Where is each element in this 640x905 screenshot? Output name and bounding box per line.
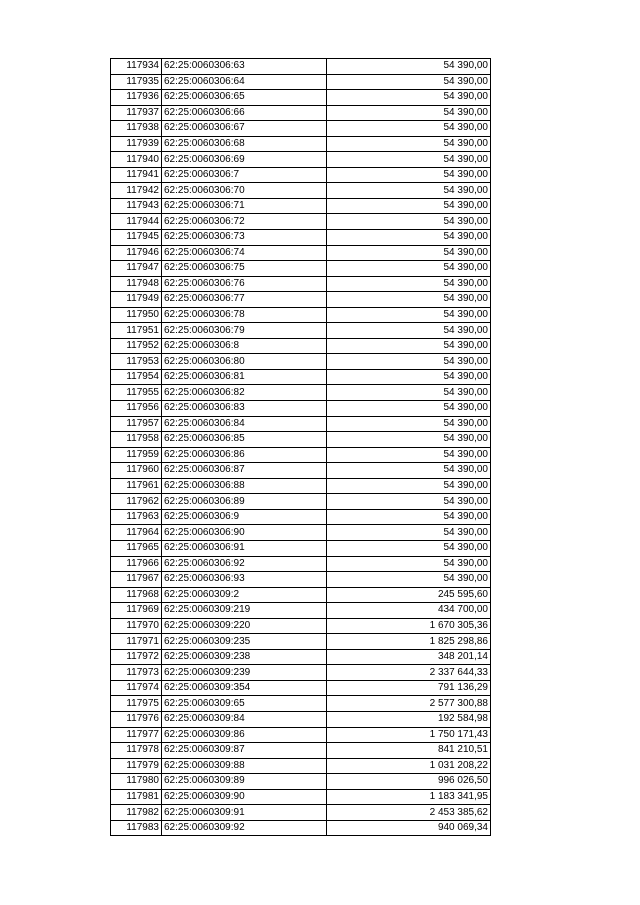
table-row <box>111 618 491 634</box>
row-number-cell: 117956 <box>111 401 162 417</box>
table-row <box>111 198 491 214</box>
cadastral-value-cell: 54 390,00 <box>327 509 491 525</box>
table-row <box>111 789 491 805</box>
cadastral-value-cell: 940 069,34 <box>327 820 491 836</box>
table-row <box>111 214 491 230</box>
row-number-cell: 117934 <box>111 59 162 75</box>
table-row <box>111 338 491 354</box>
row-number-cell: 117940 <box>111 152 162 168</box>
row-number-cell: 117971 <box>111 634 162 650</box>
cadastral-value-cell: 54 390,00 <box>327 214 491 230</box>
cadastral-number-cell: 62:25:0060306:81 <box>162 369 327 385</box>
cadastral-number-cell: 62:25:0060306:87 <box>162 463 327 479</box>
table-row <box>111 59 491 75</box>
row-number-cell: 117939 <box>111 136 162 152</box>
cadastral-value-cell: 192 584,98 <box>327 711 491 727</box>
table-row <box>111 385 491 401</box>
cadastral-value-cell: 2 337 644,33 <box>327 665 491 681</box>
cadastral-number-cell: 62:25:0060306:83 <box>162 401 327 417</box>
cadastral-number-cell: 62:25:0060306:79 <box>162 323 327 339</box>
cadastral-value-cell: 245 595,60 <box>327 587 491 603</box>
cadastral-number-cell: 62:25:0060309:88 <box>162 758 327 774</box>
cadastral-value-cell: 54 390,00 <box>327 385 491 401</box>
row-number-cell: 117942 <box>111 183 162 199</box>
row-number-cell: 117979 <box>111 758 162 774</box>
cadastral-value-cell: 791 136,29 <box>327 680 491 696</box>
cadastral-number-cell: 62:25:0060309:239 <box>162 665 327 681</box>
cadastral-number-cell: 62:25:0060306:74 <box>162 245 327 261</box>
row-number-cell: 117953 <box>111 354 162 370</box>
cadastral-number-cell: 62:25:0060309:65 <box>162 696 327 712</box>
cadastral-value-cell: 54 390,00 <box>327 74 491 90</box>
row-number-cell: 117981 <box>111 789 162 805</box>
table-row <box>111 743 491 759</box>
cadastral-number-cell: 62:25:0060306:78 <box>162 307 327 323</box>
cadastral-value-cell: 434 700,00 <box>327 603 491 619</box>
table-body <box>111 59 491 836</box>
table-row <box>111 447 491 463</box>
cadastral-number-cell: 62:25:0060309:220 <box>162 618 327 634</box>
row-number-cell: 117958 <box>111 432 162 448</box>
cadastral-number-cell: 62:25:0060309:86 <box>162 727 327 743</box>
cadastral-value-cell: 841 210,51 <box>327 743 491 759</box>
table-row <box>111 121 491 137</box>
cadastral-number-cell: 62:25:0060306:76 <box>162 276 327 292</box>
cadastral-number-cell: 62:25:0060306:8 <box>162 338 327 354</box>
cadastral-number-cell: 62:25:0060306:67 <box>162 121 327 137</box>
cadastral-value-cell: 54 390,00 <box>327 167 491 183</box>
cadastral-value-cell: 54 390,00 <box>327 572 491 588</box>
table-row <box>111 727 491 743</box>
table-row <box>111 509 491 525</box>
cadastral-value-cell: 54 390,00 <box>327 121 491 137</box>
table-row <box>111 354 491 370</box>
cadastral-value-cell: 54 390,00 <box>327 525 491 541</box>
cadastral-number-cell: 62:25:0060309:2 <box>162 587 327 603</box>
cadastral-number-cell: 62:25:0060306:73 <box>162 230 327 246</box>
row-number-cell: 117951 <box>111 323 162 339</box>
row-number-cell: 117960 <box>111 463 162 479</box>
cadastral-value-cell: 1 183 341,95 <box>327 789 491 805</box>
row-number-cell: 117935 <box>111 74 162 90</box>
cadastral-number-cell: 62:25:0060306:70 <box>162 183 327 199</box>
cadastral-value-cell: 54 390,00 <box>327 90 491 106</box>
cadastral-number-cell: 62:25:0060306:89 <box>162 494 327 510</box>
row-number-cell: 117982 <box>111 805 162 821</box>
cadastral-number-cell: 62:25:0060306:66 <box>162 105 327 121</box>
row-number-cell: 117950 <box>111 307 162 323</box>
table-row <box>111 323 491 339</box>
cadastral-number-cell: 62:25:0060306:80 <box>162 354 327 370</box>
cadastral-number-cell: 62:25:0060309:89 <box>162 774 327 790</box>
table-row <box>111 183 491 199</box>
cadastral-number-cell: 62:25:0060309:354 <box>162 680 327 696</box>
row-number-cell: 117980 <box>111 774 162 790</box>
table-row <box>111 556 491 572</box>
table-row <box>111 665 491 681</box>
cadastral-number-cell: 62:25:0060306:93 <box>162 572 327 588</box>
table-row <box>111 680 491 696</box>
cadastral-value-cell: 54 390,00 <box>327 432 491 448</box>
row-number-cell: 117955 <box>111 385 162 401</box>
table-row <box>111 167 491 183</box>
cadastral-number-cell: 62:25:0060309:87 <box>162 743 327 759</box>
cadastral-value-cell: 54 390,00 <box>327 323 491 339</box>
table-row <box>111 540 491 556</box>
table-row <box>111 494 491 510</box>
cadastral-value-cell: 348 201,14 <box>327 649 491 665</box>
row-number-cell: 117965 <box>111 540 162 556</box>
table-row <box>111 432 491 448</box>
cadastral-number-cell: 62:25:0060306:84 <box>162 416 327 432</box>
row-number-cell: 117945 <box>111 230 162 246</box>
table-row <box>111 369 491 385</box>
cadastral-value-table <box>110 58 491 836</box>
cadastral-number-cell: 62:25:0060306:92 <box>162 556 327 572</box>
row-number-cell: 117973 <box>111 665 162 681</box>
table-row <box>111 276 491 292</box>
cadastral-number-cell: 62:25:0060306:90 <box>162 525 327 541</box>
cadastral-value-cell: 54 390,00 <box>327 478 491 494</box>
table-row <box>111 463 491 479</box>
row-number-cell: 117946 <box>111 245 162 261</box>
cadastral-value-cell: 54 390,00 <box>327 338 491 354</box>
row-number-cell: 117968 <box>111 587 162 603</box>
cadastral-number-cell: 62:25:0060309:238 <box>162 649 327 665</box>
table-row <box>111 401 491 417</box>
row-number-cell: 117941 <box>111 167 162 183</box>
row-number-cell: 117966 <box>111 556 162 572</box>
cadastral-value-cell: 54 390,00 <box>327 447 491 463</box>
table-row <box>111 478 491 494</box>
cadastral-value-cell: 54 390,00 <box>327 198 491 214</box>
table-row <box>111 603 491 619</box>
cadastral-value-cell: 54 390,00 <box>327 59 491 75</box>
cadastral-value-cell: 54 390,00 <box>327 416 491 432</box>
row-number-cell: 117944 <box>111 214 162 230</box>
cadastral-value-cell: 1 750 171,43 <box>327 727 491 743</box>
row-number-cell: 117983 <box>111 820 162 836</box>
cadastral-number-cell: 62:25:0060306:64 <box>162 74 327 90</box>
row-number-cell: 117969 <box>111 603 162 619</box>
table-row <box>111 587 491 603</box>
cadastral-value-cell: 54 390,00 <box>327 292 491 308</box>
cadastral-value-cell: 2 453 385,62 <box>327 805 491 821</box>
row-number-cell: 117943 <box>111 198 162 214</box>
cadastral-number-cell: 62:25:0060309:84 <box>162 711 327 727</box>
cadastral-number-cell: 62:25:0060309:219 <box>162 603 327 619</box>
cadastral-number-cell: 62:25:0060306:75 <box>162 261 327 277</box>
cadastral-value-cell: 54 390,00 <box>327 136 491 152</box>
cadastral-value-cell: 54 390,00 <box>327 307 491 323</box>
cadastral-number-cell: 62:25:0060306:82 <box>162 385 327 401</box>
cadastral-value-cell: 1 825 298,86 <box>327 634 491 650</box>
row-number-cell: 117961 <box>111 478 162 494</box>
row-number-cell: 117978 <box>111 743 162 759</box>
cadastral-number-cell: 62:25:0060306:7 <box>162 167 327 183</box>
cadastral-number-cell: 62:25:0060306:86 <box>162 447 327 463</box>
table-row <box>111 90 491 106</box>
table-row <box>111 292 491 308</box>
row-number-cell: 117972 <box>111 649 162 665</box>
table-row <box>111 572 491 588</box>
table-row <box>111 758 491 774</box>
cadastral-number-cell: 62:25:0060306:72 <box>162 214 327 230</box>
cadastral-value-cell: 54 390,00 <box>327 463 491 479</box>
cadastral-value-cell: 54 390,00 <box>327 556 491 572</box>
cadastral-number-cell: 62:25:0060306:88 <box>162 478 327 494</box>
cadastral-value-cell: 54 390,00 <box>327 230 491 246</box>
row-number-cell: 117937 <box>111 105 162 121</box>
table-row <box>111 634 491 650</box>
cadastral-value-cell: 54 390,00 <box>327 401 491 417</box>
row-number-cell: 117954 <box>111 369 162 385</box>
table-row <box>111 711 491 727</box>
row-number-cell: 117952 <box>111 338 162 354</box>
table-row <box>111 136 491 152</box>
cadastral-value-cell: 2 577 300,88 <box>327 696 491 712</box>
table-row <box>111 261 491 277</box>
cadastral-value-cell: 54 390,00 <box>327 540 491 556</box>
table-row <box>111 307 491 323</box>
row-number-cell: 117936 <box>111 90 162 106</box>
cadastral-number-cell: 62:25:0060306:63 <box>162 59 327 75</box>
cadastral-number-cell: 62:25:0060306:91 <box>162 540 327 556</box>
cadastral-value-cell: 54 390,00 <box>327 276 491 292</box>
cadastral-number-cell: 62:25:0060306:77 <box>162 292 327 308</box>
cadastral-value-cell: 54 390,00 <box>327 183 491 199</box>
cadastral-value-cell: 54 390,00 <box>327 105 491 121</box>
table-row <box>111 152 491 168</box>
table-row <box>111 245 491 261</box>
cadastral-value-cell: 54 390,00 <box>327 152 491 168</box>
cadastral-number-cell: 62:25:0060306:68 <box>162 136 327 152</box>
table-row <box>111 805 491 821</box>
row-number-cell: 117957 <box>111 416 162 432</box>
cadastral-value-cell: 1 031 208,22 <box>327 758 491 774</box>
cadastral-number-cell: 62:25:0060306:71 <box>162 198 327 214</box>
cadastral-value-cell: 54 390,00 <box>327 369 491 385</box>
row-number-cell: 117963 <box>111 509 162 525</box>
row-number-cell: 117959 <box>111 447 162 463</box>
cadastral-number-cell: 62:25:0060309:91 <box>162 805 327 821</box>
table-row <box>111 774 491 790</box>
table-row <box>111 649 491 665</box>
row-number-cell: 117977 <box>111 727 162 743</box>
row-number-cell: 117948 <box>111 276 162 292</box>
table-row <box>111 74 491 90</box>
cadastral-value-cell: 54 390,00 <box>327 354 491 370</box>
table-row <box>111 820 491 836</box>
cadastral-value-cell: 54 390,00 <box>327 245 491 261</box>
table-row <box>111 105 491 121</box>
cadastral-value-cell: 54 390,00 <box>327 494 491 510</box>
cadastral-value-cell: 1 670 305,36 <box>327 618 491 634</box>
row-number-cell: 117964 <box>111 525 162 541</box>
row-number-cell: 117949 <box>111 292 162 308</box>
row-number-cell: 117975 <box>111 696 162 712</box>
table-row <box>111 696 491 712</box>
table-row <box>111 525 491 541</box>
row-number-cell: 117947 <box>111 261 162 277</box>
cadastral-number-cell: 62:25:0060309:235 <box>162 634 327 650</box>
table-row <box>111 416 491 432</box>
row-number-cell: 117974 <box>111 680 162 696</box>
row-number-cell: 117970 <box>111 618 162 634</box>
cadastral-number-cell: 62:25:0060306:65 <box>162 90 327 106</box>
cadastral-number-cell: 62:25:0060306:85 <box>162 432 327 448</box>
cadastral-value-cell: 996 026,50 <box>327 774 491 790</box>
cadastral-number-cell: 62:25:0060309:92 <box>162 820 327 836</box>
table-row <box>111 230 491 246</box>
cadastral-number-cell: 62:25:0060306:69 <box>162 152 327 168</box>
row-number-cell: 117938 <box>111 121 162 137</box>
cadastral-value-cell: 54 390,00 <box>327 261 491 277</box>
cadastral-number-cell: 62:25:0060309:90 <box>162 789 327 805</box>
row-number-cell: 117967 <box>111 572 162 588</box>
cadastral-number-cell: 62:25:0060306:9 <box>162 509 327 525</box>
row-number-cell: 117976 <box>111 711 162 727</box>
row-number-cell: 117962 <box>111 494 162 510</box>
